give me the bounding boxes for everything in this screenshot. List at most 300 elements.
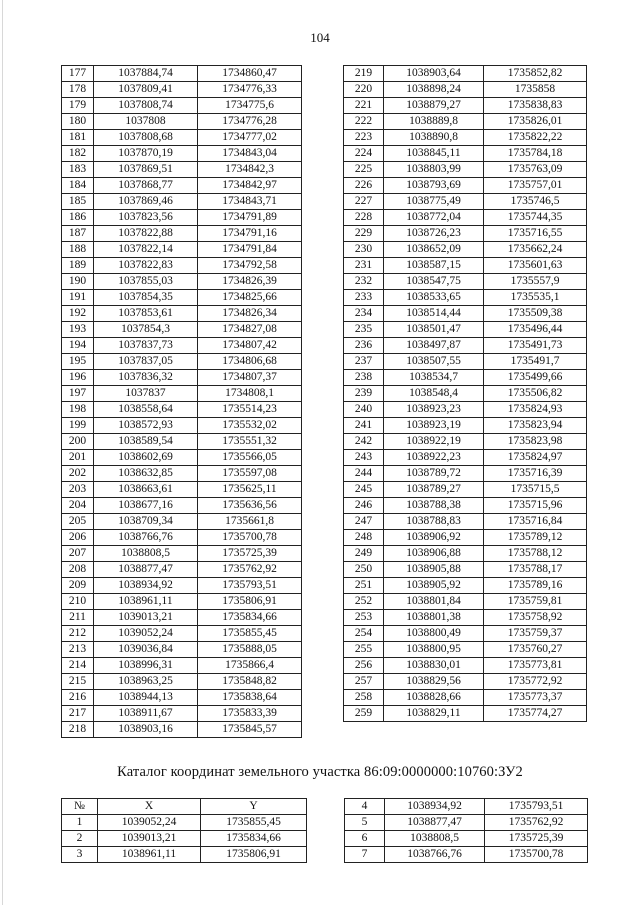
table-row: [62, 674, 302, 690]
x-coordinate-cell: 1038766,76: [94, 530, 198, 546]
y-coordinate-cell: 1735551,32: [198, 434, 302, 450]
x-coordinate-cell: 1037837,73: [94, 338, 198, 354]
table-row: [62, 450, 302, 466]
point-number-cell: 178: [62, 82, 94, 98]
point-number-cell: 5: [345, 815, 385, 831]
x-coordinate-cell: 1038934,92: [94, 578, 198, 594]
y-coordinate-cell: 1735700,78: [485, 847, 588, 863]
x-coordinate-cell: 1038829,11: [384, 706, 484, 722]
x-coordinate-cell: 1038922,23: [384, 450, 484, 466]
x-coordinate-cell: 1037869,46: [94, 194, 198, 210]
table-row: [344, 546, 587, 562]
y-coordinate-cell: 1735784,18: [484, 146, 587, 162]
y-coordinate-cell: 1735793,51: [485, 799, 588, 815]
table-row: [62, 146, 302, 162]
x-coordinate-cell: 1038877,47: [385, 815, 485, 831]
x-coordinate-cell: 1038808,5: [94, 546, 198, 562]
x-coordinate-cell: 1037808,68: [94, 130, 198, 146]
point-number-cell: 1: [62, 815, 98, 831]
x-coordinate-cell: 1038890,8: [384, 130, 484, 146]
point-number-cell: 211: [62, 610, 94, 626]
y-coordinate-cell: 1735852,82: [484, 66, 587, 82]
x-coordinate-cell: 1037809,41: [94, 82, 198, 98]
x-coordinate-cell: 1038923,19: [384, 418, 484, 434]
point-number-cell: 239: [344, 386, 384, 402]
x-coordinate-cell: 1038911,67: [94, 706, 198, 722]
table-row: [62, 130, 302, 146]
table-row: [62, 466, 302, 482]
x-coordinate-cell: 1038789,27: [384, 482, 484, 498]
y-coordinate-cell: 1735855,45: [198, 626, 302, 642]
x-coordinate-cell: 1037884,74: [94, 66, 198, 82]
point-number-cell: 6: [345, 831, 385, 847]
y-coordinate-cell: 1735716,84: [484, 514, 587, 530]
x-coordinate-cell: 1038772,04: [384, 210, 484, 226]
y-coordinate-cell: 1735758,92: [484, 610, 587, 626]
point-number-cell: 184: [62, 178, 94, 194]
table-row: [344, 306, 587, 322]
x-coordinate-cell: 1037869,51: [94, 162, 198, 178]
y-coordinate-cell: 1735760,27: [484, 642, 587, 658]
table-row: [344, 178, 587, 194]
y-coordinate-cell: 1735514,23: [198, 402, 302, 418]
y-coordinate-cell: 1735806,91: [201, 847, 307, 863]
y-coordinate-cell: 1735716,55: [484, 226, 587, 242]
point-number-cell: 203: [62, 482, 94, 498]
point-number-cell: 219: [344, 66, 384, 82]
catalog-header-row: [62, 799, 307, 815]
table-row: [62, 722, 302, 738]
y-coordinate-cell: 1734791,89: [198, 210, 302, 226]
y-coordinate-cell: 1735866,4: [198, 658, 302, 674]
y-coordinate-cell: 1735744,35: [484, 210, 587, 226]
y-coordinate-cell: 1735506,82: [484, 386, 587, 402]
y-coordinate-cell: 1735858: [484, 82, 587, 98]
y-coordinate-cell: 1734826,39: [198, 274, 302, 290]
point-number-cell: 191: [62, 290, 94, 306]
x-coordinate-cell: 1038589,54: [94, 434, 198, 450]
point-number-cell: 209: [62, 578, 94, 594]
table-row: [62, 370, 302, 386]
table-row: [344, 498, 587, 514]
table-row: [62, 306, 302, 322]
table-row: [344, 690, 587, 706]
header-y: Y: [201, 799, 307, 815]
y-coordinate-cell: 1735491,73: [484, 338, 587, 354]
table-row: [62, 546, 302, 562]
x-coordinate-cell: 1038602,69: [94, 450, 198, 466]
y-coordinate-cell: 1735773,37: [484, 690, 587, 706]
point-number-cell: 240: [344, 402, 384, 418]
table-row: [62, 482, 302, 498]
y-coordinate-cell: 1735636,56: [198, 498, 302, 514]
x-coordinate-cell: 1037868,77: [94, 178, 198, 194]
y-coordinate-cell: 1735788,12: [484, 546, 587, 562]
point-number-cell: 248: [344, 530, 384, 546]
y-coordinate-cell: 1735725,39: [198, 546, 302, 562]
y-coordinate-cell: 1735845,57: [198, 722, 302, 738]
x-coordinate-cell: 1037808,74: [94, 98, 198, 114]
y-coordinate-cell: 1735833,39: [198, 706, 302, 722]
table-row: [344, 130, 587, 146]
x-coordinate-cell: 1037822,14: [94, 242, 198, 258]
y-coordinate-cell: 1735838,64: [198, 690, 302, 706]
point-number-cell: 212: [62, 626, 94, 642]
y-coordinate-cell: 1734776,33: [198, 82, 302, 98]
y-coordinate-cell: 1735762,92: [485, 815, 588, 831]
x-coordinate-cell: 1038829,56: [384, 674, 484, 690]
point-number-cell: 181: [62, 130, 94, 146]
point-number-cell: 246: [344, 498, 384, 514]
point-number-cell: 251: [344, 578, 384, 594]
x-coordinate-cell: 1037836,32: [94, 370, 198, 386]
point-number-cell: 190: [62, 274, 94, 290]
y-coordinate-cell: 1734826,34: [198, 306, 302, 322]
table-row: [62, 402, 302, 418]
point-number-cell: 223: [344, 130, 384, 146]
x-coordinate-cell: 1037823,56: [94, 210, 198, 226]
table-row: [344, 258, 587, 274]
x-coordinate-cell: 1038793,69: [384, 178, 484, 194]
table-row: [344, 530, 587, 546]
y-coordinate-cell: 1735715,5: [484, 482, 587, 498]
table-row: [62, 578, 302, 594]
table-row: [62, 418, 302, 434]
x-coordinate-cell: 1038632,85: [94, 466, 198, 482]
table-row: [62, 114, 302, 130]
y-coordinate-cell: 1734776,28: [198, 114, 302, 130]
point-number-cell: 225: [344, 162, 384, 178]
x-coordinate-cell: 1038903,64: [384, 66, 484, 82]
point-number-cell: 197: [62, 386, 94, 402]
x-coordinate-cell: 1038828,66: [384, 690, 484, 706]
x-coordinate-cell: 1037855,03: [94, 274, 198, 290]
y-coordinate-cell: 1734842,3: [198, 162, 302, 178]
x-coordinate-cell: 1038533,65: [384, 290, 484, 306]
table-row: [62, 594, 302, 610]
point-number-cell: 244: [344, 466, 384, 482]
y-coordinate-cell: 1735762,92: [198, 562, 302, 578]
x-coordinate-cell: 1039013,21: [94, 610, 198, 626]
table-row: [344, 82, 587, 98]
table-row: [62, 354, 302, 370]
table-row: [344, 514, 587, 530]
x-coordinate-cell: 1038903,16: [94, 722, 198, 738]
y-coordinate-cell: 1735822,22: [484, 130, 587, 146]
y-coordinate-cell: 1734827,08: [198, 322, 302, 338]
table-row: [344, 354, 587, 370]
y-coordinate-cell: 1734825,66: [198, 290, 302, 306]
x-coordinate-cell: 1038788,38: [384, 498, 484, 514]
point-number-cell: 258: [344, 690, 384, 706]
point-number-cell: 183: [62, 162, 94, 178]
catalog-table-right: [344, 798, 588, 863]
page-number: 104: [310, 30, 330, 45]
x-coordinate-cell: 1038775,49: [384, 194, 484, 210]
table-row: [344, 466, 587, 482]
table-row: [345, 831, 588, 847]
point-number-cell: 220: [344, 82, 384, 98]
table-row: [344, 290, 587, 306]
point-number-cell: 236: [344, 338, 384, 354]
y-coordinate-cell: 1734791,84: [198, 242, 302, 258]
x-coordinate-cell: 1038845,11: [384, 146, 484, 162]
y-coordinate-cell: 1735773,81: [484, 658, 587, 674]
y-coordinate-cell: 1734806,68: [198, 354, 302, 370]
x-coordinate-cell: 1038497,87: [384, 338, 484, 354]
x-coordinate-cell: 1038922,19: [384, 434, 484, 450]
y-coordinate-cell: 1734791,16: [198, 226, 302, 242]
point-number-cell: 252: [344, 594, 384, 610]
y-coordinate-cell: 1734842,97: [198, 178, 302, 194]
table-row: [344, 674, 587, 690]
table-row: [62, 690, 302, 706]
y-coordinate-cell: 1735834,66: [198, 610, 302, 626]
x-coordinate-cell: 1037808: [94, 114, 198, 130]
point-number-cell: 195: [62, 354, 94, 370]
table-row: [344, 194, 587, 210]
x-coordinate-cell: 1037822,83: [94, 258, 198, 274]
table-row: [344, 450, 587, 466]
x-coordinate-cell: 1038587,15: [384, 258, 484, 274]
point-number-cell: 257: [344, 674, 384, 690]
table-row: [62, 562, 302, 578]
x-coordinate-cell: 1038788,83: [384, 514, 484, 530]
table-row: [344, 386, 587, 402]
table-row: [62, 831, 307, 847]
coordinates-table-right: [343, 65, 587, 722]
x-coordinate-cell: 1039052,24: [94, 626, 198, 642]
table-row: [345, 847, 588, 863]
point-number-cell: 245: [344, 482, 384, 498]
x-coordinate-cell: 1038877,47: [94, 562, 198, 578]
point-number-cell: 188: [62, 242, 94, 258]
y-coordinate-cell: 1735772,92: [484, 674, 587, 690]
y-coordinate-cell: 1735788,17: [484, 562, 587, 578]
table-row: [62, 242, 302, 258]
y-coordinate-cell: 1735757,01: [484, 178, 587, 194]
x-coordinate-cell: 1037822,88: [94, 226, 198, 242]
y-coordinate-cell: 1735746,5: [484, 194, 587, 210]
y-coordinate-cell: 1735715,96: [484, 498, 587, 514]
point-number-cell: 237: [344, 354, 384, 370]
y-coordinate-cell: 1735774,27: [484, 706, 587, 722]
y-coordinate-cell: 1735700,78: [198, 530, 302, 546]
coordinates-table-left: [61, 65, 302, 738]
table-row: [62, 194, 302, 210]
point-number-cell: 221: [344, 98, 384, 114]
y-coordinate-cell: 1735823,98: [484, 434, 587, 450]
y-coordinate-cell: 1735789,16: [484, 578, 587, 594]
x-coordinate-cell: 1038996,31: [94, 658, 198, 674]
table-row: [344, 98, 587, 114]
point-number-cell: 250: [344, 562, 384, 578]
point-number-cell: 226: [344, 178, 384, 194]
x-coordinate-cell: 1038800,49: [384, 626, 484, 642]
point-number-cell: 208: [62, 562, 94, 578]
table-row: [62, 226, 302, 242]
point-number-cell: 234: [344, 306, 384, 322]
point-number-cell: 222: [344, 114, 384, 130]
y-coordinate-cell: 1735793,51: [198, 578, 302, 594]
x-coordinate-cell: 1038514,44: [384, 306, 484, 322]
x-coordinate-cell: 1038677,16: [94, 498, 198, 514]
point-number-cell: 217: [62, 706, 94, 722]
point-number-cell: 3: [62, 847, 98, 863]
x-coordinate-cell: 1037853,61: [94, 306, 198, 322]
y-coordinate-cell: 1735566,05: [198, 450, 302, 466]
point-number-cell: 228: [344, 210, 384, 226]
x-coordinate-cell: 1038961,11: [94, 594, 198, 610]
point-number-cell: 179: [62, 98, 94, 114]
point-number-cell: 230: [344, 242, 384, 258]
y-coordinate-cell: 1734808,1: [198, 386, 302, 402]
point-number-cell: 193: [62, 322, 94, 338]
point-number-cell: 207: [62, 546, 94, 562]
y-coordinate-cell: 1735759,81: [484, 594, 587, 610]
table-row: [344, 562, 587, 578]
point-number-cell: 177: [62, 66, 94, 82]
point-number-cell: 186: [62, 210, 94, 226]
header-number: №: [62, 799, 98, 815]
point-number-cell: 204: [62, 498, 94, 514]
point-number-cell: 242: [344, 434, 384, 450]
y-coordinate-cell: 1735763,09: [484, 162, 587, 178]
point-number-cell: 241: [344, 418, 384, 434]
catalog-table-left: [61, 798, 307, 863]
y-coordinate-cell: 1735661,8: [198, 514, 302, 530]
y-coordinate-cell: 1735662,24: [484, 242, 587, 258]
point-number-cell: 199: [62, 418, 94, 434]
table-row: [344, 594, 587, 610]
x-coordinate-cell: 1038800,95: [384, 642, 484, 658]
point-number-cell: 238: [344, 370, 384, 386]
point-number-cell: 255: [344, 642, 384, 658]
catalog-title: Каталог координат земельного участка 86:09:0000000:10760:ЗУ2: [117, 764, 523, 780]
point-number-cell: 214: [62, 658, 94, 674]
point-number-cell: 194: [62, 338, 94, 354]
table-row: [62, 847, 307, 863]
table-row: [62, 338, 302, 354]
point-number-cell: 215: [62, 674, 94, 690]
table-row: [344, 66, 587, 82]
point-number-cell: 2: [62, 831, 98, 847]
y-coordinate-cell: 1735823,94: [484, 418, 587, 434]
x-coordinate-cell: 1039036,84: [94, 642, 198, 658]
x-coordinate-cell: 1038766,76: [385, 847, 485, 863]
table-row: [62, 498, 302, 514]
table-row: [345, 799, 588, 815]
table-row: [344, 578, 587, 594]
x-coordinate-cell: 1038961,11: [98, 847, 201, 863]
x-coordinate-cell: 1038548,4: [384, 386, 484, 402]
y-coordinate-cell: 1735824,97: [484, 450, 587, 466]
y-coordinate-cell: 1735725,39: [485, 831, 588, 847]
x-coordinate-cell: 1038934,92: [385, 799, 485, 815]
x-coordinate-cell: 1038652,09: [384, 242, 484, 258]
y-coordinate-cell: 1735597,08: [198, 466, 302, 482]
x-coordinate-cell: 1038801,38: [384, 610, 484, 626]
x-coordinate-cell: 1037854,35: [94, 290, 198, 306]
x-coordinate-cell: 1039013,21: [98, 831, 201, 847]
y-coordinate-cell: 1735834,66: [201, 831, 307, 847]
x-coordinate-cell: 1038534,7: [384, 370, 484, 386]
table-row: [344, 642, 587, 658]
point-number-cell: 235: [344, 322, 384, 338]
y-coordinate-cell: 1735532,02: [198, 418, 302, 434]
x-coordinate-cell: 1038906,92: [384, 530, 484, 546]
table-row: [62, 162, 302, 178]
point-number-cell: 201: [62, 450, 94, 466]
table-row: [62, 82, 302, 98]
y-coordinate-cell: 1734807,42: [198, 338, 302, 354]
x-coordinate-cell: 1038879,27: [384, 98, 484, 114]
y-coordinate-cell: 1735855,45: [201, 815, 307, 831]
y-coordinate-cell: 1734843,04: [198, 146, 302, 162]
table-row: [344, 242, 587, 258]
y-coordinate-cell: 1735759,37: [484, 626, 587, 642]
table-row: [62, 386, 302, 402]
x-coordinate-cell: 1038808,5: [385, 831, 485, 847]
y-coordinate-cell: 1735509,38: [484, 306, 587, 322]
point-number-cell: 247: [344, 514, 384, 530]
point-number-cell: 218: [62, 722, 94, 738]
y-coordinate-cell: 1735557,9: [484, 274, 587, 290]
x-coordinate-cell: 1038558,64: [94, 402, 198, 418]
y-coordinate-cell: 1735716,39: [484, 466, 587, 482]
x-coordinate-cell: 1038709,34: [94, 514, 198, 530]
x-coordinate-cell: 1038889,8: [384, 114, 484, 130]
table-row: [344, 418, 587, 434]
table-row: [344, 658, 587, 674]
table-row: [62, 610, 302, 626]
table-row: [62, 514, 302, 530]
y-coordinate-cell: 1735496,44: [484, 322, 587, 338]
y-coordinate-cell: 1734807,37: [198, 370, 302, 386]
y-coordinate-cell: 1735824,93: [484, 402, 587, 418]
y-coordinate-cell: 1735789,12: [484, 530, 587, 546]
point-number-cell: 4: [345, 799, 385, 815]
x-coordinate-cell: 1038663,61: [94, 482, 198, 498]
point-number-cell: 259: [344, 706, 384, 722]
table-row: [62, 178, 302, 194]
point-number-cell: 227: [344, 194, 384, 210]
point-number-cell: 192: [62, 306, 94, 322]
table-row: [344, 434, 587, 450]
table-row: [62, 658, 302, 674]
point-number-cell: 185: [62, 194, 94, 210]
table-row: [62, 322, 302, 338]
x-coordinate-cell: 1038572,93: [94, 418, 198, 434]
point-number-cell: 180: [62, 114, 94, 130]
table-row: [344, 274, 587, 290]
table-row: [62, 626, 302, 642]
point-number-cell: 243: [344, 450, 384, 466]
x-coordinate-cell: 1037870,19: [94, 146, 198, 162]
table-row: [344, 162, 587, 178]
x-coordinate-cell: 1038923,23: [384, 402, 484, 418]
x-coordinate-cell: 1038830,01: [384, 658, 484, 674]
x-coordinate-cell: 1037854,3: [94, 322, 198, 338]
x-coordinate-cell: 1038906,88: [384, 546, 484, 562]
point-number-cell: 213: [62, 642, 94, 658]
table-row: [344, 706, 587, 722]
x-coordinate-cell: 1039052,24: [98, 815, 201, 831]
y-coordinate-cell: 1734792,58: [198, 258, 302, 274]
point-number-cell: 229: [344, 226, 384, 242]
table-row: [344, 482, 587, 498]
table-row: [62, 258, 302, 274]
